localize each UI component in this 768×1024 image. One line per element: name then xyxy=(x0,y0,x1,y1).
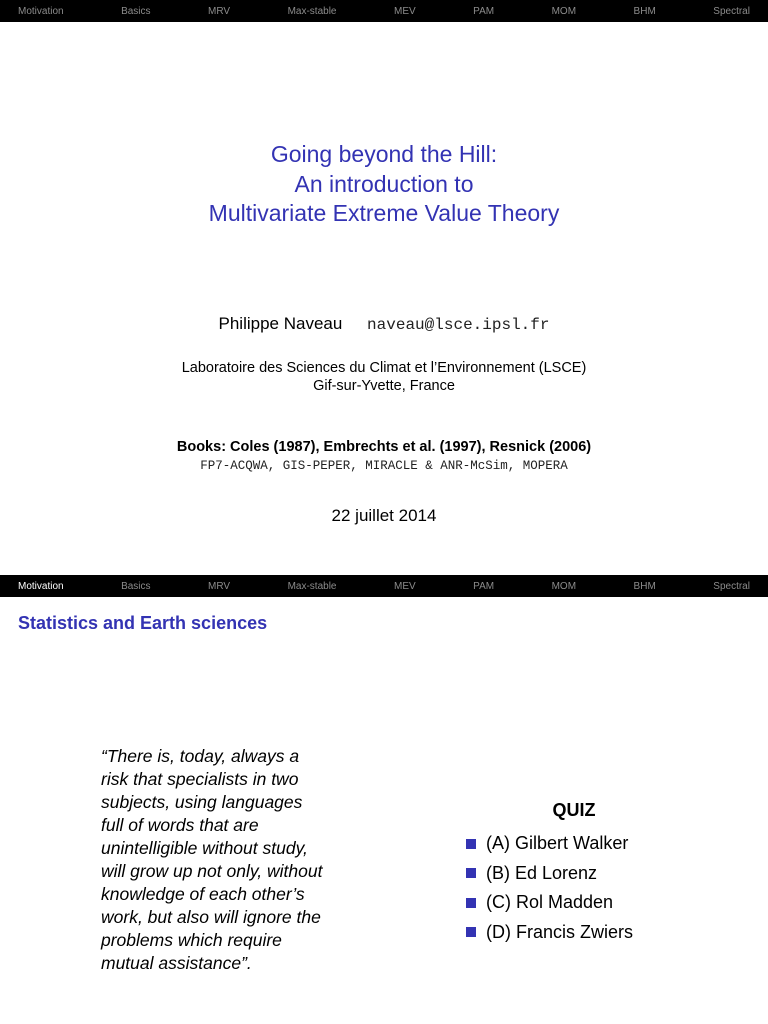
quote-line: full of words that are xyxy=(101,815,259,835)
funding-projects: FP7-ACQWA, GIS-PEPER, MIRACLE & ANR-McSim, MOPERA xyxy=(200,459,568,473)
author-email: naveau@lsce.ipsl.fr xyxy=(367,316,550,334)
nav-item-basics[interactable]: Basics xyxy=(121,580,151,592)
quiz-option-label: (C) Rol Madden xyxy=(486,892,614,913)
presentation-title xyxy=(0,140,768,229)
author-line xyxy=(0,314,768,334)
nav-item-motivation[interactable]: Motivation xyxy=(18,5,64,17)
square-bullet-icon xyxy=(466,927,476,937)
quiz-option-label: (D) Francis Zwiers xyxy=(486,921,633,942)
section-navbar xyxy=(0,0,768,22)
books-reference: Books: Coles (1987), Embrechts et al. (1997), Resnick (2006) xyxy=(176,439,592,455)
quote-line: “There is, today, always a xyxy=(101,746,300,766)
nav-item-mev[interactable]: MEV xyxy=(393,580,416,592)
quote-line: risk that specialists in two xyxy=(101,769,299,789)
nav-item-mrv[interactable]: MRV xyxy=(208,580,231,592)
nav-item-motivation[interactable]: Motivation xyxy=(18,580,64,592)
quiz-title: QUIZ xyxy=(552,800,596,820)
nav-item-spectral[interactable]: Spectral xyxy=(713,580,750,592)
quote-line: mutual assistance”. xyxy=(101,953,252,973)
author-name: Philippe Naveau xyxy=(218,314,343,333)
nav-item-mom[interactable]: MOM xyxy=(551,580,577,592)
section-navbar xyxy=(0,575,768,597)
presentation-date: 22 juillet 2014 xyxy=(331,506,437,525)
title-line: Multivariate Extreme Value Theory xyxy=(208,200,560,226)
square-bullet-icon xyxy=(466,868,476,878)
quote-line: knowledge of each other’s xyxy=(101,884,305,904)
affiliation-line: Gif-sur-Yvette, France xyxy=(313,378,455,394)
quote-line: subjects, using languages xyxy=(101,792,303,812)
quote-line: problems which require xyxy=(101,930,282,950)
quiz-option-label: (A) Gilbert Walker xyxy=(486,833,629,854)
quiz-option-a xyxy=(466,829,633,859)
nav-item-mrv[interactable]: MRV xyxy=(208,5,231,17)
quote-block xyxy=(101,745,361,975)
affiliation-line: Laboratoire des Sciences du Climat et l’Environnement (LSCE) xyxy=(181,360,587,376)
nav-item-basics[interactable]: Basics xyxy=(121,5,151,17)
nav-item-spectral[interactable]: Spectral xyxy=(713,5,750,17)
affiliation xyxy=(0,359,768,395)
quote-line: unintelligible without study, xyxy=(101,838,308,858)
title-line: Going beyond the Hill: xyxy=(270,141,498,167)
nav-item-bhm[interactable]: BHM xyxy=(633,580,656,592)
nav-item-max-stable[interactable]: Max-stable xyxy=(287,580,337,592)
quiz-options xyxy=(466,829,633,947)
square-bullet-icon xyxy=(466,898,476,908)
frame-title: Statistics and Earth sciences xyxy=(18,613,268,633)
motivation-slide xyxy=(0,575,768,1024)
nav-item-mom[interactable]: MOM xyxy=(551,5,577,17)
quiz-option-label: (B) Ed Lorenz xyxy=(486,862,598,883)
quote-line: work, but also will ignore the xyxy=(101,907,321,927)
nav-item-mev[interactable]: MEV xyxy=(393,5,416,17)
nav-item-pam[interactable]: PAM xyxy=(473,5,495,17)
square-bullet-icon xyxy=(466,839,476,849)
quiz-option-d xyxy=(466,918,633,948)
nav-item-bhm[interactable]: BHM xyxy=(633,5,656,17)
quiz-option-b xyxy=(466,859,633,889)
nav-item-pam[interactable]: PAM xyxy=(473,580,495,592)
title-line: An introduction to xyxy=(294,170,474,197)
quote-line: will grow up not only, without xyxy=(101,861,323,881)
quiz-option-c xyxy=(466,888,633,918)
nav-item-max-stable[interactable]: Max-stable xyxy=(287,5,337,17)
